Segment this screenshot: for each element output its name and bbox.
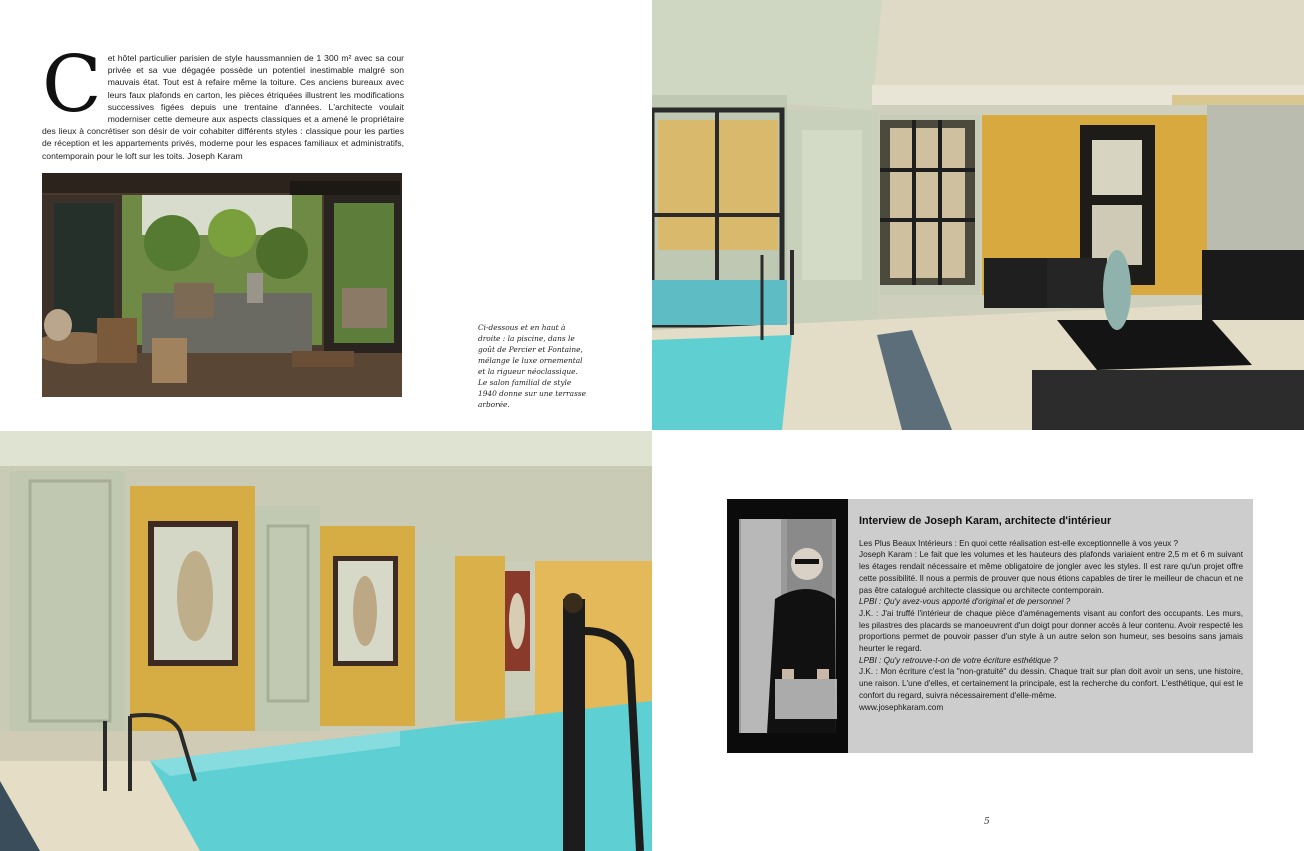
answer-3: J.K. : Mon écriture c'est la "non-gratuité" du dessin. Chaque trait sur plan doit avoir un sens, une histoire, une raison. L'une d'elles, et certainement la principale, est la recherche du confort. L'esthétique, qui est le confort du regard, suivra nécessairement d'elle-même. (859, 667, 1243, 700)
intro-paragraph (42, 40, 404, 162)
portrait-photo (727, 499, 848, 753)
intro-text: et hôtel particulier parisien de style haussmannien de 1 300 m² avec sa cour privée et sa vue dégagée possède un potentiel inestimable malgré son mauvais état. Tout est à refaire même la toiture. Ces anciens bureaux avec leurs faux plafonds en carton, les pièces étriquées illustrent les modifications successives figées depuis une trentaine d'années. L'architecte voulait moderniser cette demeure aux aspects classiques et a amené le propriétaire des lieux à concrétiser son désir de voir cohabiter différents styles : classique pour les parties de réception et les appartements privés, moderne pour les espaces familiaux et administratifs, contemporain pour le loft sur les toits. Joseph Karam (42, 53, 404, 161)
photo-caption: Ci-dessous et en haut à droite : la piscine, dans le goût de Percier et Fontaine, mélange le luxe ornemental et la rigueur néoclassique. Le salon familial de style 1940 donne sur une terrasse arborée. (478, 323, 587, 409)
answer-2: J.K. : J'ai truffé l'intérieur de chaque pièce d'aménagements visant au confort des occupants. Les murs, les pilastres des placards se manoeuvrent d'un doigt pour donner accès à leur contenu. Avoir respecté les proportions permet de pouvoir passer d'un style à un autre selon son humeur, ses besoins sans jamais heurter le regard. (859, 608, 1243, 654)
question-3: LPBI : Qu'y retrouve-t-on de votre écriture esthétique ? (859, 655, 1058, 665)
terrace-photo (42, 173, 402, 397)
page-number: 5 (984, 817, 990, 827)
pool-lounge-photo (652, 0, 1304, 430)
website-link[interactable]: www.josephkaram.com (859, 702, 944, 712)
interview-text (859, 516, 1243, 713)
drop-cap: C (42, 40, 102, 130)
question-2: LPBI : Qu'y avez-vous apporté d'original et de personnel ? (859, 597, 1071, 607)
pool-photo (0, 431, 652, 851)
answer-1: Joseph Karam : Le fait que les volumes et les hauteurs des plafonds variaient entre 2,5 m et 6 m suivant les étages rendait nécessaire et même obligatoire de jongler avec les styles. Il est rare qu'un projet offre cette possibilité. Il nous a permis de prouver que nous étions capables de tirer le meilleur de chacun et ne pas être catalogué architecte classique ou architecte contemporain. (859, 550, 1243, 595)
interview-title: Interview de Joseph Karam, architecte d'intérieur (859, 515, 1112, 527)
interview-box (727, 499, 1253, 753)
question-1: Les Plus Beaux Intérieurs : En quoi cette réalisation est-elle exceptionnelle à vos yeux ? (859, 538, 1179, 548)
